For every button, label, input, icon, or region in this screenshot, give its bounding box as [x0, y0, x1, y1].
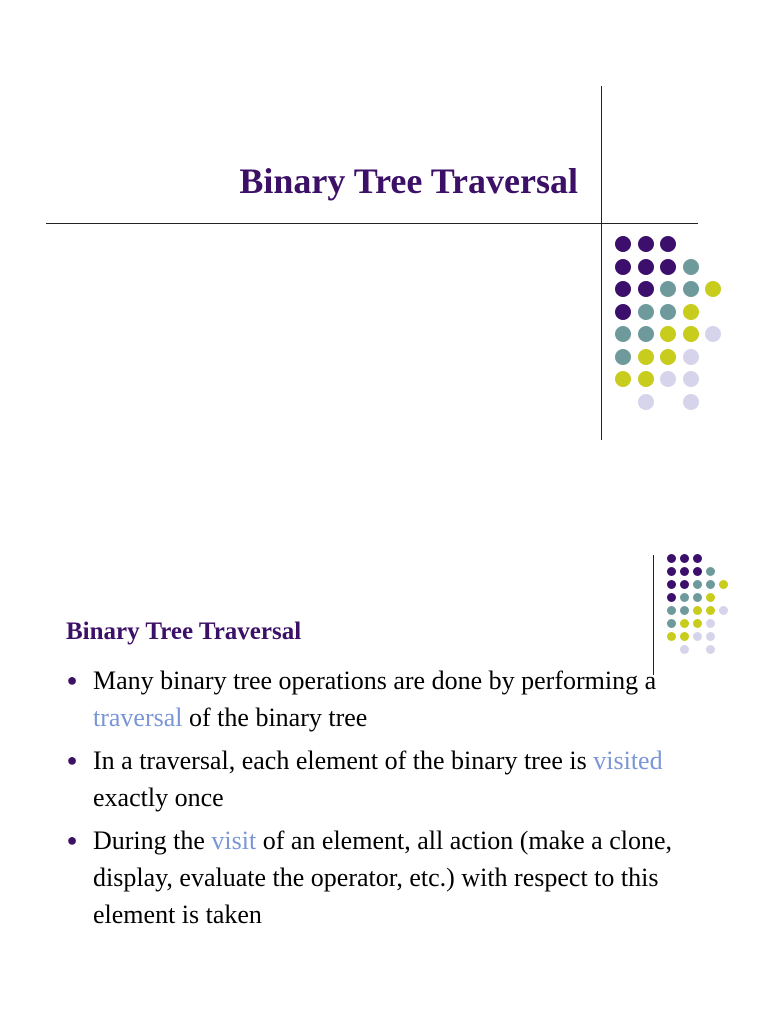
decorative-dot	[638, 394, 654, 410]
decorative-dot	[615, 259, 631, 275]
decorative-dot	[683, 281, 699, 297]
decorative-dot	[667, 619, 676, 628]
bullet-dot-icon: ●	[66, 670, 78, 690]
decorative-dot	[615, 349, 631, 365]
decorative-dot	[683, 259, 699, 275]
bullet-item	[66, 742, 696, 816]
slide-title: Binary Tree Traversal	[239, 161, 578, 201]
bullet-list	[66, 662, 696, 939]
bullet-item	[66, 662, 696, 736]
decorative-dot	[660, 281, 676, 297]
decorative-dot	[680, 606, 689, 615]
decorative-dot	[667, 580, 676, 589]
decorative-dot	[638, 281, 654, 297]
decorative-dot	[667, 593, 676, 602]
highlight-term: traversal	[93, 703, 183, 732]
decorative-dot	[683, 304, 699, 320]
decorative-dot	[660, 259, 676, 275]
decorative-dot	[660, 349, 676, 365]
decorative-dot	[706, 619, 715, 628]
bullet-text: of an element, all action (make a clone, display, evaluate the operator, etc.) with respect to this element is taken	[93, 826, 673, 929]
decorative-dot	[683, 349, 699, 365]
decorative-dot	[706, 580, 715, 589]
decorative-dot	[693, 606, 702, 615]
decorative-dot	[667, 606, 676, 615]
decorative-dot	[693, 593, 702, 602]
decorative-dot	[705, 281, 721, 297]
decorative-dot	[660, 304, 676, 320]
decorative-dot	[615, 371, 631, 387]
decorative-dot	[693, 632, 702, 641]
dot-pattern-decoration	[667, 554, 731, 654]
decorative-dot	[693, 619, 702, 628]
decorative-dot	[719, 606, 728, 615]
highlight-term: visited	[593, 746, 663, 775]
decorative-dot	[615, 281, 631, 297]
horizontal-divider	[46, 223, 698, 224]
decorative-dot	[638, 259, 654, 275]
bullet-dot-icon: ●	[66, 750, 78, 770]
decorative-dot	[705, 326, 721, 342]
dot-pattern-decoration	[615, 236, 730, 411]
bullet-text: Many binary tree operations are done by performing a	[93, 666, 657, 695]
slide-heading: Binary Tree Traversal	[66, 618, 302, 645]
decorative-dot	[638, 371, 654, 387]
decorative-dot	[706, 645, 715, 654]
decorative-dot	[680, 567, 689, 576]
decorative-dot	[680, 554, 689, 563]
bullet-item	[66, 822, 696, 933]
highlight-term: visit	[211, 826, 257, 855]
decorative-dot	[638, 349, 654, 365]
decorative-dot	[680, 632, 689, 641]
decorative-dot	[638, 326, 654, 342]
decorative-dot	[660, 236, 676, 252]
decorative-dot	[683, 394, 699, 410]
decorative-dot	[706, 593, 715, 602]
decorative-dot	[638, 304, 654, 320]
decorative-dot	[615, 304, 631, 320]
vertical-divider	[601, 86, 602, 440]
bullet-text: During the	[93, 826, 212, 855]
decorative-dot	[680, 645, 689, 654]
decorative-dot	[719, 580, 728, 589]
decorative-dot	[615, 326, 631, 342]
decorative-dot	[693, 567, 702, 576]
decorative-dot	[706, 567, 715, 576]
decorative-dot	[638, 236, 654, 252]
decorative-dot	[615, 236, 631, 252]
decorative-dot	[693, 580, 702, 589]
decorative-dot	[667, 632, 676, 641]
decorative-dot	[680, 593, 689, 602]
content-slide	[0, 512, 768, 1024]
decorative-dot	[680, 580, 689, 589]
decorative-dot	[683, 371, 699, 387]
vertical-divider	[653, 555, 654, 675]
decorative-dot	[667, 554, 676, 563]
decorative-dot	[693, 554, 702, 563]
decorative-dot	[660, 326, 676, 342]
decorative-dot	[683, 326, 699, 342]
decorative-dot	[660, 371, 676, 387]
bullet-dot-icon: ●	[66, 830, 78, 850]
bullet-text: exactly once	[93, 783, 224, 812]
decorative-dot	[706, 632, 715, 641]
decorative-dot	[667, 567, 676, 576]
decorative-dot	[706, 606, 715, 615]
bullet-text: of the binary tree	[182, 703, 368, 732]
decorative-dot	[680, 619, 689, 628]
bullet-text: In a traversal, each element of the binary tree is	[93, 746, 594, 775]
